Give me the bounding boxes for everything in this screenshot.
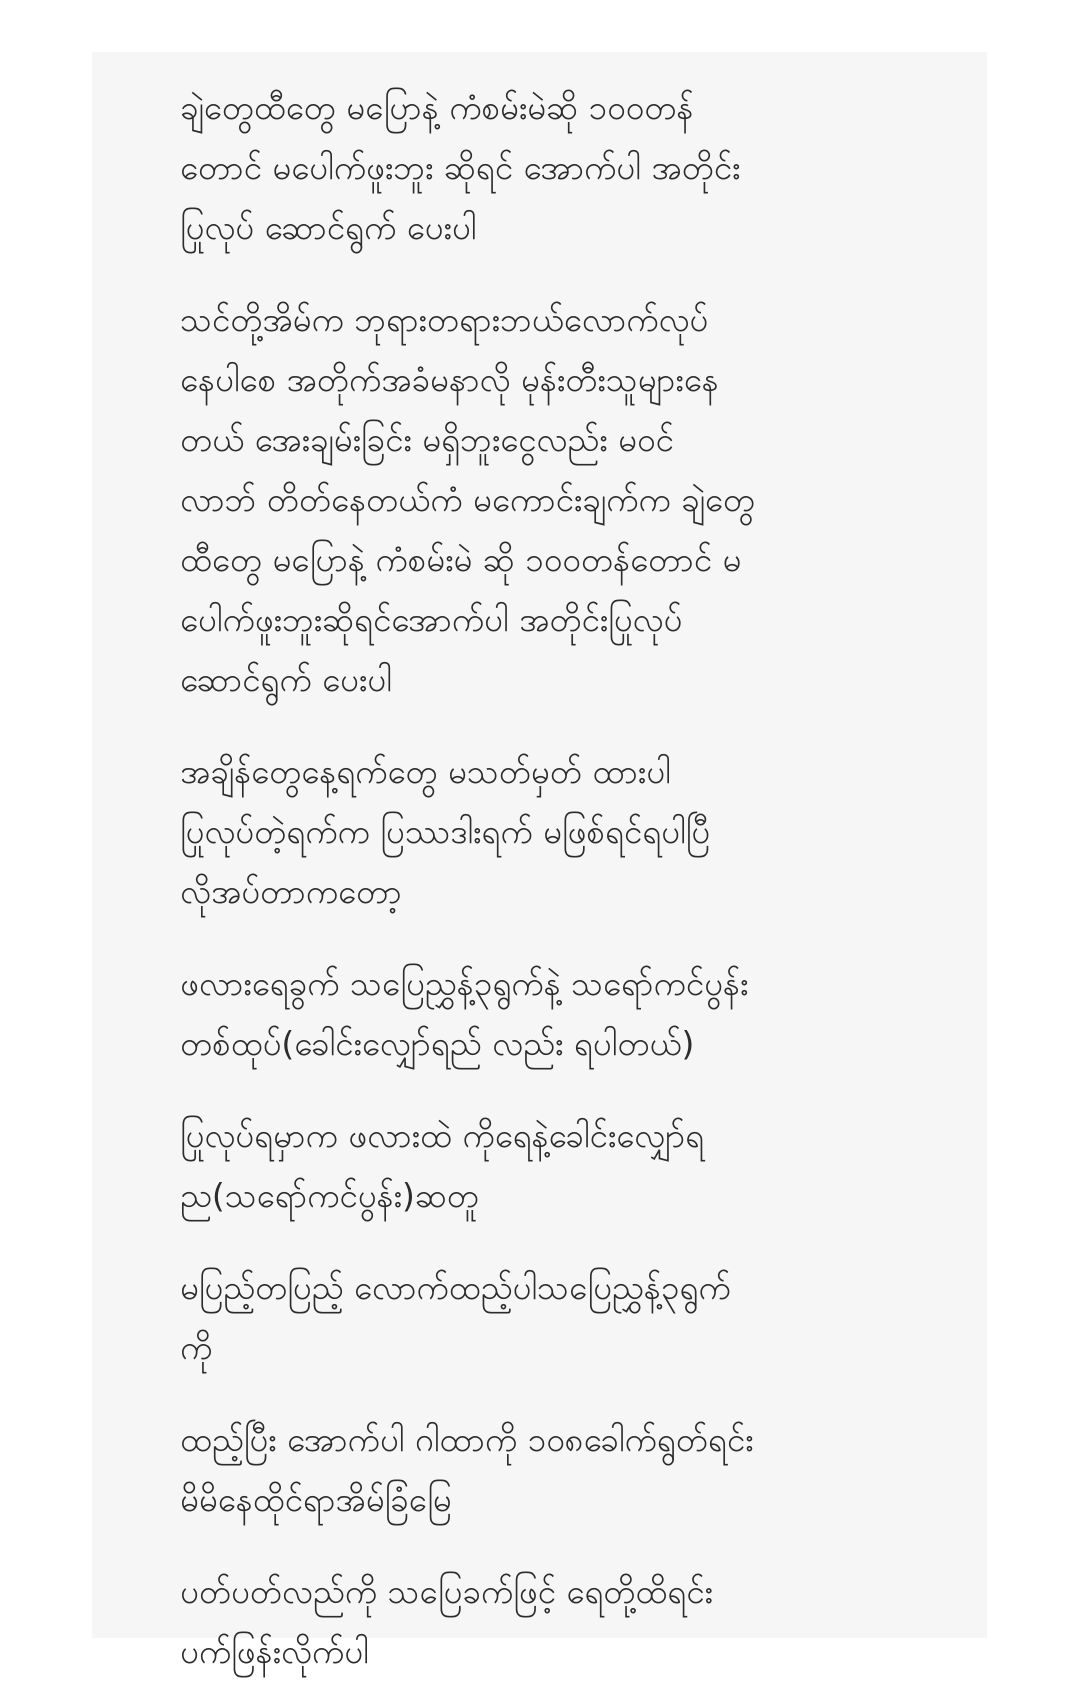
paragraph: သင်တို့အိမ်က ဘုရားတရားဘယ်လောက်လုပ် နေပါစေ အတိုက်အခံမနာလို မုန်းတီးသူများနေ တယ် အေးချမ်းခြင်း မရှိဘူးငွေလည်း မဝင် လာဘ် တိတ်နေတယ်ကံ မကောင်းချက်က ချဲတွေ ထီတွေ မပြောနဲ့ ကံစမ်းမဲ ဆို ၁၀၀တန်တောင် မ ပေါက်ဖူးဘူးဆိုရင်အောက်ပါ အတိုင်းပြုလုပ် ဆောင်ရွက် ပေးပါ: [180, 300, 755, 699]
paragraph: ပတ်ပတ်လည်ကို သပြေခက်ဖြင့် ရေတို့ထိရင်း ပက်ဖြန်းလိုက်ပါ: [180, 1572, 713, 1671]
paragraph: မပြည့်တပြည့် လောက်ထည့်ပါသပြေညွှန့်၃ရွက် ကို: [180, 1268, 731, 1367]
paragraph: အချိန်တွေနေ့ရက်တွေ မသတ်မှတ် ထားပါ ပြုလုပ်တဲ့ရက်က ပြဿဒါးရက် မဖြစ်ရင်ရပါပြီ လိုအပ်တာကတော့: [180, 752, 711, 911]
paragraph: ဖလားရေခွက် သပြေညွှန့်၃ရွက်နဲ့ သရော်ကင်ပွန်း တစ်ထုပ်(ခေါင်းလျှော်ရည် လည်း ရပါတယ်): [180, 964, 749, 1063]
paragraph: ထည့်ပြီး အောက်ပါ ဂါထာကို ၁၀၈ခေါက်ရွတ်ရင်း မိမိနေထိုင်ရာအိမ်ခြံမြေ: [180, 1420, 754, 1519]
text-card: [92, 52, 987, 1671]
paragraph: ချဲတွေထီတွေ မပြောနဲ့ ကံစမ်းမဲဆို ၁၀၀တန် တောင် မပေါက်ဖူးဘူး ဆိုရင် အောက်ပါ အတိုင်း ပြုလုပ် ဆောင်ရွက် ပေးပါ: [180, 88, 741, 247]
paragraph: ပြုလုပ်ရမှာက ဖလားထဲ ကိုရေနဲ့ခေါင်းလျှော်ရ ည(သရော်ကင်ပွန်း)ဆတူ: [180, 1116, 705, 1215]
